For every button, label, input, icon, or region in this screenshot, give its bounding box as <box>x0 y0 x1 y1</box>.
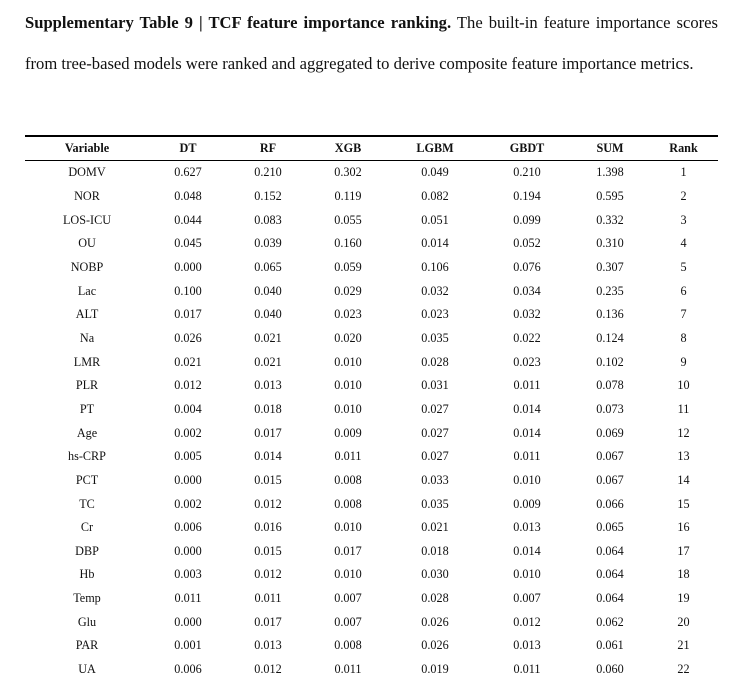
value-cell: 0.051 <box>421 212 449 227</box>
value-cell: 1.398 <box>596 165 624 180</box>
caption-text: The built-in feature importance scores from tree-based models were ranked and aggregated to derive composite feature importance metrics. <box>25 13 718 73</box>
value-cell: 0.012 <box>254 662 282 677</box>
value-cell: 0.001 <box>174 638 202 653</box>
value-cell: 0.332 <box>596 212 624 227</box>
value-cell: 0.048 <box>174 188 202 203</box>
table-header-row <box>25 136 718 161</box>
value-cell: 0.027 <box>421 401 449 416</box>
table-row <box>25 398 718 422</box>
value-cell: 12 <box>677 425 690 440</box>
value-cell: 0.064 <box>596 567 624 582</box>
value-cell: 0.011 <box>513 378 541 393</box>
value-cell: 0.595 <box>596 188 624 203</box>
variable-cell: ALT <box>75 307 99 322</box>
table-row <box>25 634 718 658</box>
value-cell: 0.014 <box>513 425 541 440</box>
table-row <box>25 445 718 469</box>
value-cell: 0.011 <box>254 591 282 606</box>
table-caption <box>25 3 718 84</box>
value-cell: 0.000 <box>174 543 202 558</box>
value-cell: 0.027 <box>421 425 449 440</box>
table-row <box>25 540 718 564</box>
value-cell: 18 <box>677 567 690 582</box>
value-cell: 0.152 <box>254 188 282 203</box>
value-cell: 0.000 <box>174 472 202 487</box>
table-row <box>25 658 718 682</box>
value-cell: 0.100 <box>174 283 202 298</box>
value-cell: 10 <box>677 378 690 393</box>
value-cell: 0.019 <box>421 662 449 677</box>
value-cell: 0.013 <box>254 638 282 653</box>
value-cell: 0.078 <box>596 378 624 393</box>
value-cell: 0.029 <box>334 283 362 298</box>
value-cell: 0.026 <box>421 614 449 629</box>
value-cell: 0.055 <box>334 212 362 227</box>
variable-cell: OU <box>78 236 96 251</box>
value-cell: 0.045 <box>174 236 202 251</box>
value-cell: 0.026 <box>174 330 202 345</box>
variable-cell: Cr <box>80 520 94 535</box>
value-cell: 15 <box>677 496 690 511</box>
variable-cell: Lac <box>77 283 97 298</box>
variable-cell: PCT <box>75 472 99 487</box>
value-cell: 16 <box>677 520 690 535</box>
value-cell: 0.002 <box>174 425 202 440</box>
value-cell: 0.013 <box>513 520 541 535</box>
variable-cell: NOR <box>74 188 100 203</box>
value-cell: 0.035 <box>421 330 449 345</box>
value-cell: 0.014 <box>513 543 541 558</box>
table-row <box>25 374 718 398</box>
value-cell: 0.010 <box>334 401 362 416</box>
column-header-gbdt: GBDT <box>509 141 545 155</box>
value-cell: 0.033 <box>421 472 449 487</box>
value-cell: 0.052 <box>513 236 541 251</box>
value-cell: 0.035 <box>421 496 449 511</box>
column-header-sum: SUM <box>596 141 624 155</box>
value-cell: 0.012 <box>174 378 202 393</box>
value-cell: 0.136 <box>596 307 624 322</box>
value-cell: 0.018 <box>421 543 449 558</box>
value-cell: 0.030 <box>421 567 449 582</box>
table-row <box>25 492 718 516</box>
value-cell: 0.017 <box>254 614 282 629</box>
value-cell: 0.008 <box>334 472 362 487</box>
value-cell: 0.040 <box>254 283 282 298</box>
value-cell: 5 <box>680 259 687 274</box>
value-cell: 0.010 <box>334 378 362 393</box>
value-cell: 0.003 <box>174 567 202 582</box>
value-cell: 0.017 <box>334 543 362 558</box>
value-cell: 0.008 <box>334 638 362 653</box>
value-cell: 0.007 <box>334 591 362 606</box>
value-cell: 0.034 <box>513 283 541 298</box>
value-cell: 0.307 <box>596 259 624 274</box>
value-cell: 0.210 <box>513 165 541 180</box>
value-cell: 22 <box>677 662 690 677</box>
value-cell: 0.014 <box>254 449 282 464</box>
table-row <box>25 610 718 634</box>
value-cell: 9 <box>680 354 687 369</box>
value-cell: 0.006 <box>174 662 202 677</box>
value-cell: 0.023 <box>513 354 541 369</box>
value-cell: 0.160 <box>334 236 362 251</box>
value-cell: 0.026 <box>421 638 449 653</box>
value-cell: 0.011 <box>174 591 202 606</box>
value-cell: 0.008 <box>334 496 362 511</box>
variable-cell: DOMV <box>68 165 106 180</box>
value-cell: 0.065 <box>254 259 282 274</box>
value-cell: 0.023 <box>421 307 449 322</box>
value-cell: 0.020 <box>334 330 362 345</box>
value-cell: 0.023 <box>334 307 362 322</box>
table-row <box>25 185 718 209</box>
value-cell: 3 <box>680 212 687 227</box>
value-cell: 0.210 <box>254 165 282 180</box>
value-cell: 0.004 <box>174 401 202 416</box>
value-cell: 0.027 <box>421 449 449 464</box>
table-row <box>25 350 718 374</box>
value-cell: 8 <box>680 330 687 345</box>
column-header-xgb: XGB <box>334 141 362 155</box>
value-cell: 0.010 <box>513 472 541 487</box>
value-cell: 0.060 <box>596 662 624 677</box>
value-cell: 0.119 <box>334 188 362 203</box>
variable-cell: LMR <box>73 354 101 369</box>
value-cell: 19 <box>677 591 690 606</box>
value-cell: 0.013 <box>513 638 541 653</box>
value-cell: 0.099 <box>513 212 541 227</box>
column-header-rank: Rank <box>669 141 698 155</box>
variable-cell: UA <box>78 662 96 677</box>
value-cell: 0.067 <box>596 472 624 487</box>
table-row <box>25 421 718 445</box>
value-cell: 0.066 <box>596 496 624 511</box>
value-cell: 0.012 <box>254 567 282 582</box>
table-row <box>25 161 718 185</box>
value-cell: 0.007 <box>334 614 362 629</box>
value-cell: 0.021 <box>254 330 282 345</box>
value-cell: 21 <box>677 638 690 653</box>
table-row <box>25 279 718 303</box>
value-cell: 0.082 <box>421 188 449 203</box>
table-row <box>25 516 718 540</box>
value-cell: 0.018 <box>254 401 282 416</box>
value-cell: 0.000 <box>174 259 202 274</box>
value-cell: 0.000 <box>174 614 202 629</box>
value-cell: 0.069 <box>596 425 624 440</box>
value-cell: 0.627 <box>174 165 202 180</box>
column-header-variable: Variable <box>64 141 110 155</box>
variable-cell: DBP <box>75 543 99 558</box>
value-cell: 0.032 <box>421 283 449 298</box>
value-cell: 0.021 <box>421 520 449 535</box>
value-cell: 0.194 <box>513 188 541 203</box>
column-header-rf: RF <box>259 141 277 155</box>
value-cell: 20 <box>677 614 690 629</box>
variable-cell: NOBP <box>70 259 104 274</box>
value-cell: 1 <box>680 165 687 180</box>
variable-cell: TC <box>79 496 95 511</box>
value-cell: 0.002 <box>174 496 202 511</box>
table-row <box>25 587 718 611</box>
feature-importance-table-container <box>25 135 718 681</box>
value-cell: 0.009 <box>513 496 541 511</box>
variable-cell: Age <box>76 425 98 440</box>
value-cell: 13 <box>677 449 690 464</box>
table-body <box>25 161 718 682</box>
value-cell: 0.067 <box>596 449 624 464</box>
feature-importance-table <box>25 135 718 681</box>
value-cell: 0.010 <box>513 567 541 582</box>
value-cell: 0.040 <box>254 307 282 322</box>
table-row <box>25 303 718 327</box>
value-cell: 0.235 <box>596 283 624 298</box>
value-cell: 0.013 <box>254 378 282 393</box>
value-cell: 0.012 <box>513 614 541 629</box>
value-cell: 0.032 <box>513 307 541 322</box>
table-row <box>25 327 718 351</box>
value-cell: 0.010 <box>334 520 362 535</box>
value-cell: 0.011 <box>513 449 541 464</box>
value-cell: 17 <box>677 543 690 558</box>
value-cell: 0.031 <box>421 378 449 393</box>
value-cell: 0.014 <box>421 236 449 251</box>
value-cell: 0.028 <box>421 354 449 369</box>
value-cell: 0.061 <box>596 638 624 653</box>
value-cell: 0.016 <box>254 520 282 535</box>
value-cell: 0.064 <box>596 591 624 606</box>
value-cell: 0.010 <box>334 567 362 582</box>
value-cell: 0.011 <box>513 662 541 677</box>
value-cell: 0.102 <box>596 354 624 369</box>
value-cell: 0.017 <box>174 307 202 322</box>
value-cell: 0.011 <box>334 662 362 677</box>
value-cell: 0.106 <box>421 259 449 274</box>
value-cell: 0.073 <box>596 401 624 416</box>
value-cell: 0.010 <box>334 354 362 369</box>
value-cell: 0.005 <box>174 449 202 464</box>
value-cell: 7 <box>680 307 687 322</box>
variable-cell: hs-CRP <box>68 449 106 464</box>
caption-label: Supplementary Table 9 | TCF feature importance ranking. <box>25 13 452 32</box>
value-cell: 0.021 <box>254 354 282 369</box>
table-row <box>25 563 718 587</box>
variable-cell: Na <box>79 330 95 345</box>
column-header-dt: DT <box>179 141 197 155</box>
value-cell: 0.017 <box>254 425 282 440</box>
value-cell: 0.009 <box>334 425 362 440</box>
value-cell: 4 <box>680 236 687 251</box>
value-cell: 0.006 <box>174 520 202 535</box>
value-cell: 0.007 <box>513 591 541 606</box>
value-cell: 11 <box>677 401 690 416</box>
value-cell: 0.076 <box>513 259 541 274</box>
value-cell: 0.015 <box>254 543 282 558</box>
value-cell: 0.021 <box>174 354 202 369</box>
value-cell: 0.044 <box>174 212 202 227</box>
value-cell: 14 <box>677 472 690 487</box>
value-cell: 0.012 <box>254 496 282 511</box>
column-header-lgbm: LGBM <box>416 141 454 155</box>
variable-cell: LOS-ICU <box>62 212 112 227</box>
table-row <box>25 256 718 280</box>
value-cell: 2 <box>680 188 687 203</box>
value-cell: 0.011 <box>334 449 362 464</box>
variable-cell: PAR <box>75 638 99 653</box>
value-cell: 0.015 <box>254 472 282 487</box>
value-cell: 0.124 <box>596 330 624 345</box>
value-cell: 0.064 <box>596 543 624 558</box>
value-cell: 0.083 <box>254 212 282 227</box>
variable-cell: PLR <box>75 378 99 393</box>
value-cell: 0.028 <box>421 591 449 606</box>
value-cell: 0.065 <box>596 520 624 535</box>
value-cell: 0.302 <box>334 165 362 180</box>
value-cell: 0.022 <box>513 330 541 345</box>
variable-cell: Hb <box>79 567 95 582</box>
table-row <box>25 208 718 232</box>
value-cell: 0.049 <box>421 165 449 180</box>
table-row <box>25 232 718 256</box>
value-cell: 0.059 <box>334 259 362 274</box>
value-cell: 0.014 <box>513 401 541 416</box>
table-row <box>25 469 718 493</box>
variable-cell: Temp <box>73 591 101 606</box>
variable-cell: PT <box>79 401 95 416</box>
variable-cell: Glu <box>77 614 97 629</box>
value-cell: 0.039 <box>254 236 282 251</box>
value-cell: 6 <box>680 283 687 298</box>
value-cell: 0.310 <box>596 236 624 251</box>
value-cell: 0.062 <box>596 614 624 629</box>
